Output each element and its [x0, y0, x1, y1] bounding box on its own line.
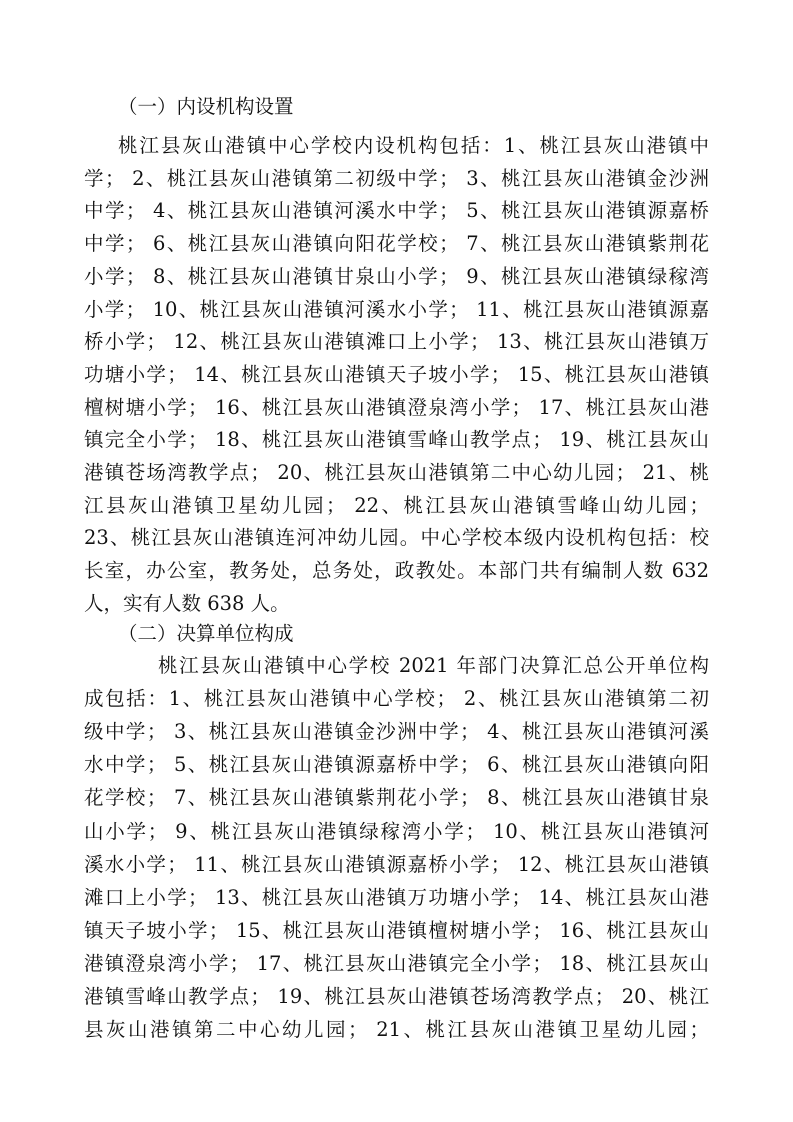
paragraph-line: 功塘小学； 14、桃江县灰山港镇天子坡小学； 15、桃江县灰山港镇: [84, 362, 709, 386]
section-heading-accounting-units: （二）决算单位构成: [118, 622, 294, 645]
paragraph-line: 山小学； 9、桃江县灰山港镇绿稼湾小学； 10、桃江县灰山港镇河: [84, 819, 709, 843]
paragraph-line: 溪水小学； 11、桃江县灰山港镇源嘉桥小学； 12、桃江县灰山港镇: [84, 852, 709, 876]
paragraph-line: 成包括：1、桃江县灰山港镇中心学校； 2、桃江县灰山港镇第二初: [84, 687, 709, 711]
paragraph-line: 港镇苍场湾教学点； 20、桃江县灰山港镇第二中心幼儿园； 21、桃: [84, 461, 709, 484]
paragraph-line: 水中学； 5、桃江县灰山港镇源嘉桥中学； 6、桃江县灰山港镇向阳: [84, 753, 709, 777]
paragraph-line: 桃江县灰山港镇中心学校内设机构包括：1、桃江县灰山港镇中: [118, 134, 709, 157]
paragraph-line: 港镇澄泉湾小学； 17、桃江县灰山港镇完全小学； 18、桃江县灰山: [84, 951, 709, 975]
paragraph-line: 港镇雪峰山教学点； 19、桃江县灰山港镇苍场湾教学点； 20、桃江: [84, 985, 709, 1008]
paragraph-line: 小学； 10、桃江县灰山港镇河溪水小学； 11、桃江县灰山港镇源嘉: [84, 297, 709, 321]
paragraph-line: 学； 2、桃江县灰山港镇第二初级中学； 3、桃江县灰山港镇金沙洲: [84, 166, 709, 190]
section-heading-internal-organization: （一）内设机构设置: [118, 95, 294, 118]
paragraph-line: 滩口上小学； 13、桃江县灰山港镇万功塘小学； 14、桃江县灰山港: [84, 885, 709, 909]
paragraph-line: 花学校； 7、桃江县灰山港镇紫荆花小学； 8、桃江县灰山港镇甘泉: [84, 786, 709, 810]
paragraph-line: 檀树塘小学； 16、桃江县灰山港镇澄泉湾小学； 17、桃江县灰山港: [84, 395, 709, 419]
paragraph-line: 长室，办公室，教务处，总务处，政教处。本部门共有编制人数 632: [84, 559, 709, 583]
paragraph-line: 镇天子坡小学； 15、桃江县灰山港镇檀树塘小学； 16、桃江县灰山: [84, 918, 709, 942]
paragraph-line: 23、桃江县灰山港镇连河冲幼儿园。中心学校本级内设机构包括：校: [84, 526, 709, 550]
paragraph-line: 镇完全小学； 18、桃江县灰山港镇雪峰山教学点； 19、桃江县灰山: [84, 428, 709, 452]
paragraph-line: 级中学； 3、桃江县灰山港镇金沙洲中学； 4、桃江县灰山港镇河溪: [84, 720, 709, 744]
paragraph-line: 小学； 8、桃江县灰山港镇甘泉山小学； 9、桃江县灰山港镇绿稼湾: [84, 264, 709, 288]
paragraph-line: 江县灰山港镇卫星幼儿园； 22、桃江县灰山港镇雪峰山幼儿园；: [84, 493, 709, 517]
paragraph-line: 中学； 4、桃江县灰山港镇河溪水中学； 5、桃江县灰山港镇源嘉桥: [84, 199, 709, 223]
paragraph-line: 桥小学； 12、桃江县灰山港镇滩口上小学； 13、桃江县灰山港镇万: [84, 330, 709, 354]
paragraph-line: 人，实有人数 638 人。: [84, 591, 290, 615]
paragraph-line: 中学； 6、桃江县灰山港镇向阳花学校； 7、桃江县灰山港镇紫荆花: [84, 232, 709, 256]
paragraph-line: 桃江县灰山港镇中心学校 2021 年部门决算汇总公开单位构: [158, 654, 709, 677]
paragraph-line: 县灰山港镇第二中心幼儿园； 21、桃江县灰山港镇卫星幼儿园；: [84, 1018, 709, 1042]
